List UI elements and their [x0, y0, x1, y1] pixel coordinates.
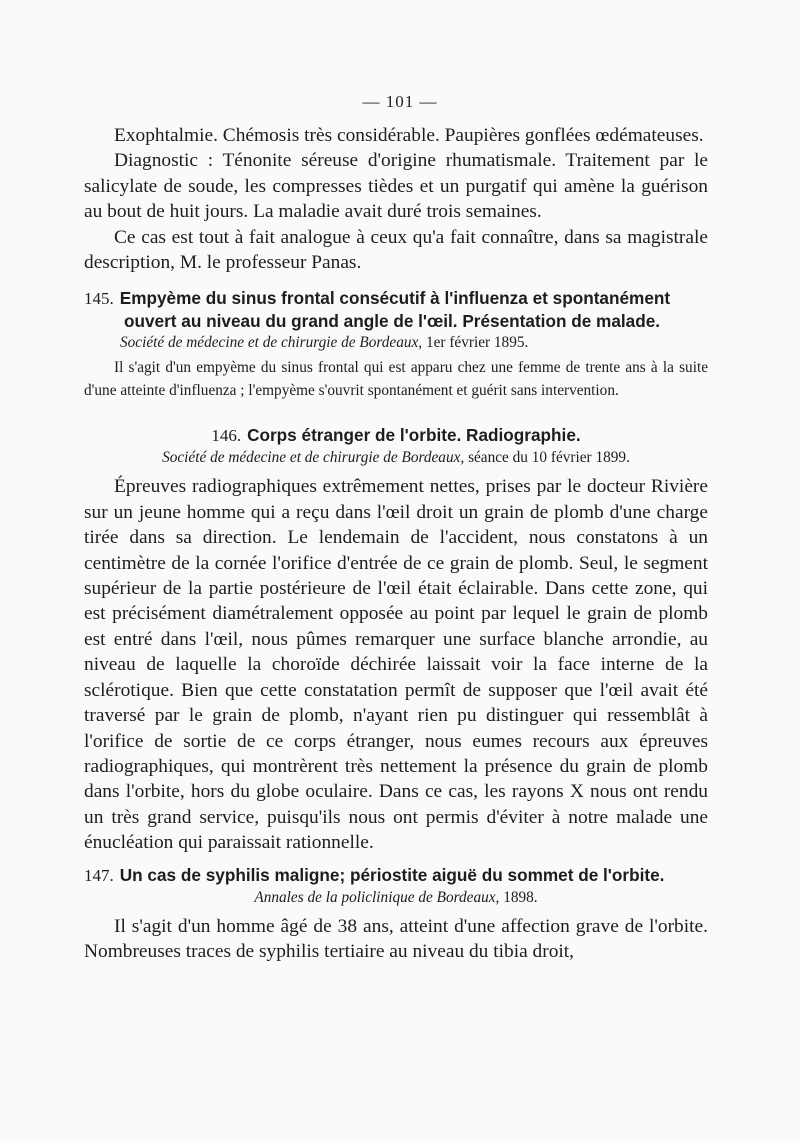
entry-145-title — [84, 287, 708, 332]
entry-146 — [84, 424, 708, 855]
entry-147-source — [84, 888, 708, 908]
entry-145-title-line2: ouvert au niveau du grand angle de l'œil. Présentation de malade. — [124, 311, 661, 332]
entry-147-title — [84, 864, 708, 887]
entry-146-source-date: séance du 10 février 1899. — [468, 449, 630, 467]
paragraph-diagnostic: Diagnostic : Ténonite séreuse d'origine rhumatismale. Traitement par le salicylate de soude, les compresses tièdes et un purgatif qui amène la guérison au bout de huit jours. La maladie avait duré trois semaines. — [84, 150, 708, 223]
paragraph-analogue: Ce cas est tout à fait analogue à ceux qu'a fait connaître, dans sa magistrale description, M. le professeur Panas. — [84, 226, 708, 274]
page-number: — 101 — — [362, 92, 438, 111]
entry-145-source-date: 1er février 1895. — [425, 334, 529, 352]
entry-146-text: Épreuves radiographiques extrêmement nettes, prises par le docteur Rivière sur un jeune homme qui a reçu dans l'œil droit un grain de plomb d'une charge tirée dans sa direction. Le lendemain de l'accident, nous constatons à un centimètre de la cornée l'orifice d'entrée de ce grain de plomb. Seul, le segment supérieur de la partie postérieure de l'œil était éclairable. Dans cette zone, qui est précisément diamétralement opposée au point par lequel le grain de plomb est entré dans l'œil, nous pûmes remarquer une surface blanche arrondie, au niveau de laquelle la choroïde déchirée laissait voir la face interne de la sclérotique. Bien que cette constatation permît de supposer que l'œil avait été traversé par le grain de plomb, n'ayant rien pu distinguer qui ressemblât à l'orifice de sortie de ce corps étranger, nous eumes recours aux épreuves radiographiques, qui montrèrent très nettement la présence du grain de plomb dans l'orbite, hors du globe oculaire. Dans ce cas, les rayons X nous ont rendu un très grand service, puisqu'ils nous ont permis d'éviter à notre malade une énucléation qui paraissait rationnelle. — [84, 476, 708, 854]
entry-145 — [84, 287, 708, 402]
entry-146-title — [84, 424, 708, 447]
entry-146-title-text: Corps étranger de l'orbite. Radiographie. — [247, 425, 581, 446]
entry-145-text: Il s'agit d'un empyème du sinus frontal qui est apparu chez une femme de trente ans à la suite d'une atteinte d'influenza ; l'empyème s'ouvrit spontanément et guérit sans intervention. — [84, 359, 708, 399]
page-content — [84, 123, 708, 964]
entry-147-number: 147. — [84, 865, 114, 885]
entry-146-source — [84, 448, 708, 468]
entry-147-source-date: 1898. — [503, 888, 538, 906]
entry-146-number: 146. — [211, 426, 242, 446]
entry-147-title-text: Un cas de syphilis maligne; périostite aiguë du sommet de l'orbite. — [119, 864, 665, 885]
entry-145-title-line1: Empyème du sinus frontal consécutif à l'influenza et spontanément — [119, 288, 671, 309]
entry-147-source-journal: Annales de la policlinique de Bordeaux, — [254, 888, 500, 906]
entry-146-source-journal: Société de médecine et de chirurgie de Bordeaux, — [162, 449, 465, 467]
entry-145-source-journal: Société de médecine et de chirurgie de Bordeaux, — [120, 334, 423, 352]
entry-147 — [84, 864, 708, 965]
entry-145-number: 145. — [84, 289, 114, 309]
entry-145-source — [84, 333, 708, 353]
paragraph-exophtalmie: Exophtalmie. Chémosis très considérable. Paupières gonflées œdémateuses. — [114, 125, 704, 146]
entry-147-text: Il s'agit d'un homme âgé de 38 ans, atteint d'une affection grave de l'orbite. Nombreuses traces de syphilis tertiaire au niveau du tibia droit, — [84, 915, 708, 962]
